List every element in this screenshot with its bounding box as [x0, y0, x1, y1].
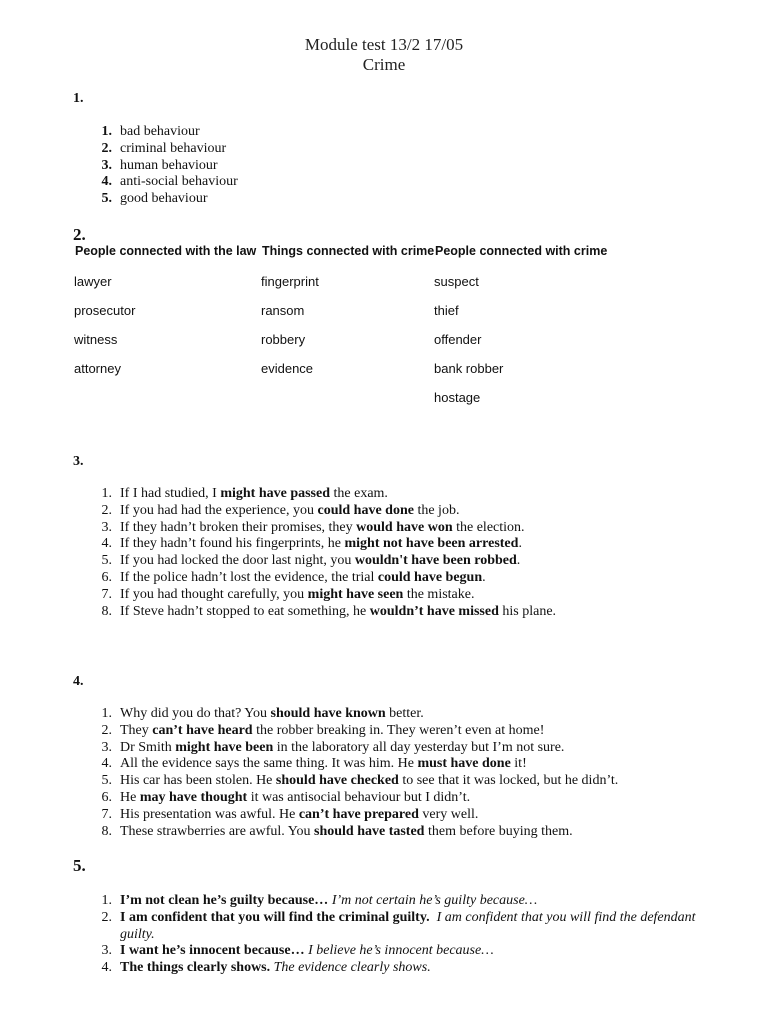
- list-item: 1. Why did you do that? You should have known better.: [101, 706, 424, 721]
- page-title: Module test 13/2 17/05: [304, 35, 464, 54]
- list-item: 1. bad behaviour: [101, 124, 200, 139]
- table-cell: bank robber: [434, 361, 504, 376]
- section-1-label: 1.: [73, 91, 84, 106]
- list-item: 4. All the evidence says the same thing. It was him. He must have done it!: [101, 756, 527, 772]
- table-cell: lawyer: [74, 274, 112, 289]
- table-cell: witness: [74, 332, 118, 347]
- list-item: 4. The things clearly shows. The evidence clearly shows.: [101, 960, 431, 976]
- table-cell: suspect: [434, 274, 479, 289]
- section-4-label: 4.: [73, 674, 84, 689]
- list-item: 8. These strawberries are awful. You should have tasted them before buying them.: [101, 823, 573, 839]
- list-item: 5. good behaviour: [101, 191, 208, 207]
- list-item: 5. His car has been stolen. He should have checked to see that it was locked, but he didn’t.: [101, 773, 619, 789]
- list-item: 3. If they hadn’t broken their promises, they would have won the election.: [101, 519, 525, 535]
- list-item: 2. They can’t have heard the robber breaking in. They weren’t even at home!: [101, 722, 545, 738]
- table-cell: attorney: [74, 361, 121, 376]
- list-item: 6. If the police hadn’t lost the evidence, the trial could have begun.: [101, 569, 486, 585]
- section-2-label: 2.: [73, 225, 86, 244]
- list-item: 1. I’m not clean he’s guilty because… I’m not certain he’s guilty because…: [101, 893, 538, 908]
- list-item: 3. Dr Smith might have been in the laboratory all day yesterday but I’m not sure.: [101, 739, 565, 755]
- section-5-label: 5.: [73, 856, 86, 875]
- table-cell: thief: [434, 303, 459, 318]
- list-item: 3. I want he’s innocent because… I believe he’s innocent because…: [101, 943, 494, 959]
- list-item: 2. criminal behaviour: [101, 140, 227, 156]
- table-cell: ransom: [261, 303, 305, 318]
- list-item: 4. If they hadn’t found his fingerprints, he might not have been arrested.: [101, 536, 522, 552]
- table-header-law: People connected with the law: [75, 244, 257, 258]
- list-item: 1. If I had studied, I might have passed the exam.: [101, 486, 388, 501]
- list-item: 7. His presentation was awful. He can’t have prepared very well.: [101, 806, 479, 822]
- section-4-list: [96, 706, 618, 840]
- section-3-list: [96, 486, 556, 620]
- table-cell: evidence: [261, 361, 314, 376]
- list-item: 2. If you had had the experience, you could have done the job.: [101, 502, 460, 518]
- section-5-list: [96, 893, 700, 977]
- page-subtitle: Crime: [362, 55, 406, 74]
- list-item: 2. I am confident that you will find the criminal guilty. I am confident that you will find the defendant guilty.: [101, 909, 696, 942]
- list-item: 6. He may have thought it was antisocial behaviour but I didn’t.: [101, 789, 471, 805]
- section-3-label: 3.: [73, 454, 84, 469]
- table-header-crime: People connected with crime: [435, 244, 608, 258]
- table-cell: hostage: [434, 390, 481, 405]
- table-cell: offender: [434, 332, 482, 347]
- list-item: 8. If Steve hadn’t stopped to eat something, he wouldn’t have missed his plane.: [101, 603, 557, 619]
- list-item: 4. anti-social behaviour: [101, 174, 238, 190]
- table-cell: fingerprint: [261, 274, 319, 289]
- table-cell: robbery: [261, 332, 306, 347]
- list-item: 7. If you had thought carefully, you might have seen the mistake.: [101, 586, 475, 602]
- list-item: 5. If you had locked the door last night, you wouldn't have been robbed.: [101, 553, 521, 569]
- table-header-things: Things connected with crime: [262, 244, 435, 258]
- section-1-list: [96, 124, 238, 208]
- list-item: 3. human behaviour: [101, 157, 218, 173]
- table-cell: prosecutor: [74, 303, 136, 318]
